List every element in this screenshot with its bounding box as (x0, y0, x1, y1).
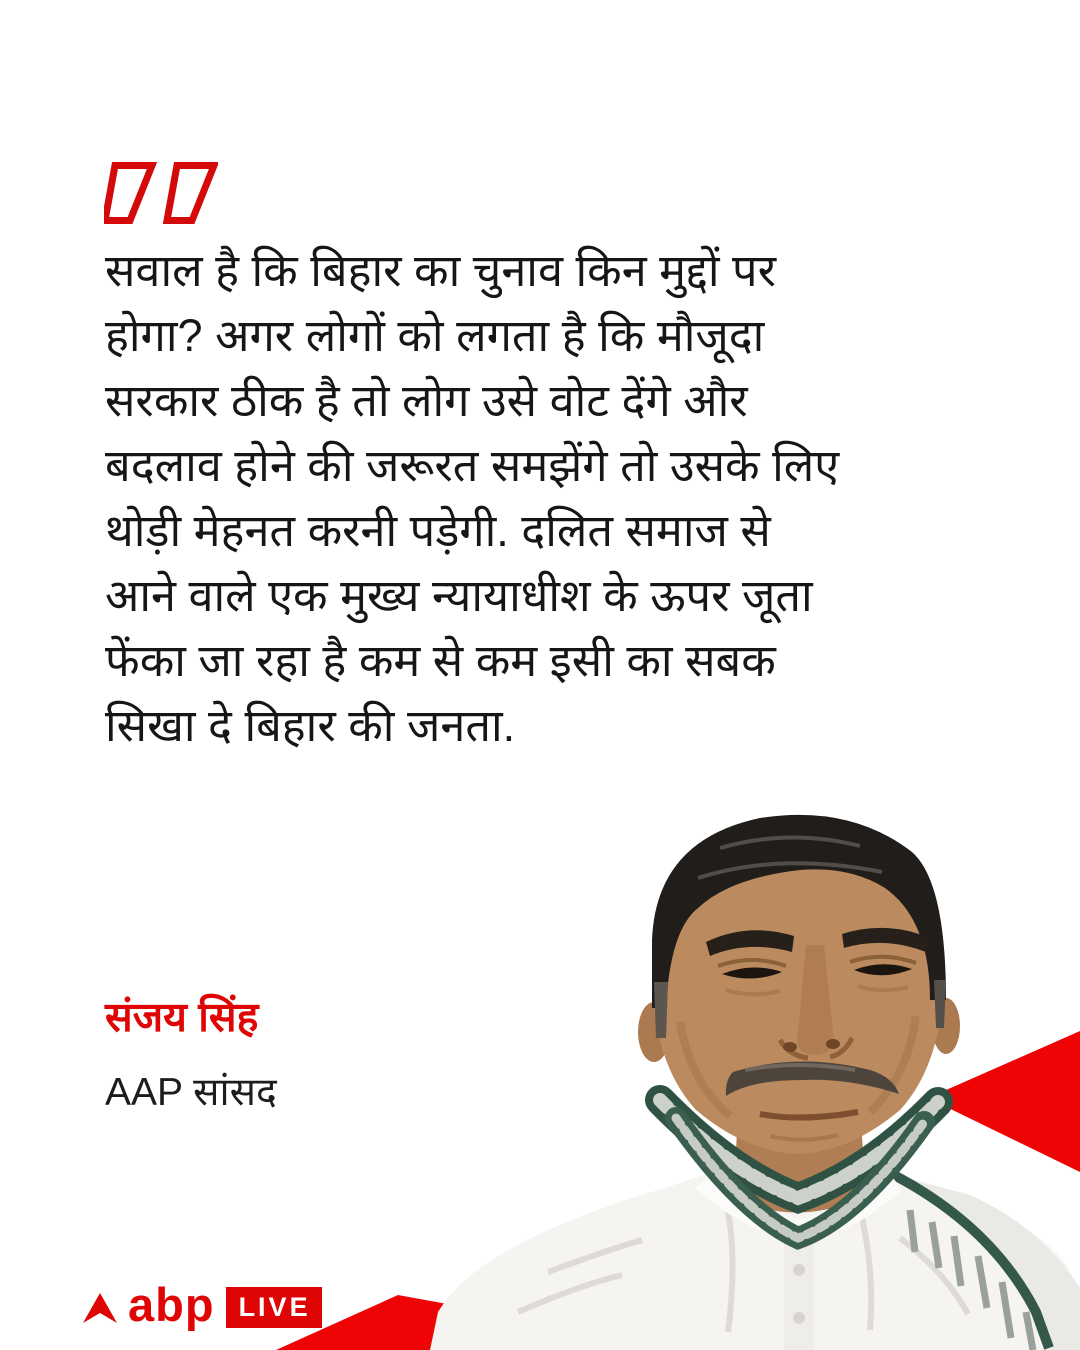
quote-text (105, 238, 1035, 758)
open-quote-icon (104, 162, 218, 224)
person-portrait (430, 770, 1080, 1350)
author-block (105, 988, 277, 1117)
abp-live-logo (83, 1278, 322, 1334)
author-designation: AAP सांसद (105, 1071, 277, 1114)
quote-line: सवाल है कि बिहार का चुनाव किन मुद्दों पर (105, 245, 776, 296)
quote-line: आने वाले एक मुख्य न्यायाधीश के ऊपर जूता (105, 570, 813, 621)
abp-arrow-icon (83, 1293, 117, 1323)
quote-line: थोड़ी मेहनत करनी पड़ेगी. दलित समाज से (105, 505, 771, 556)
quote-line: बदलाव होने की जरूरत समझेंगे तो उसके लिए (105, 440, 840, 491)
live-badge: LIVE (226, 1287, 322, 1328)
quote-line: फेंका जा रहा है कम से कम इसी का सबक (105, 635, 776, 686)
abp-brand-text: abp (128, 1278, 215, 1331)
quote-line: होगा? अगर लोगों को लगता है कि मौजूदा (105, 310, 765, 361)
quote-line: सरकार ठीक है तो लोग उसे वोट देंगे और (105, 375, 748, 426)
author-name: संजय सिंह (105, 994, 259, 1040)
quote-line: सिखा दे बिहार की जनता. (105, 700, 516, 751)
